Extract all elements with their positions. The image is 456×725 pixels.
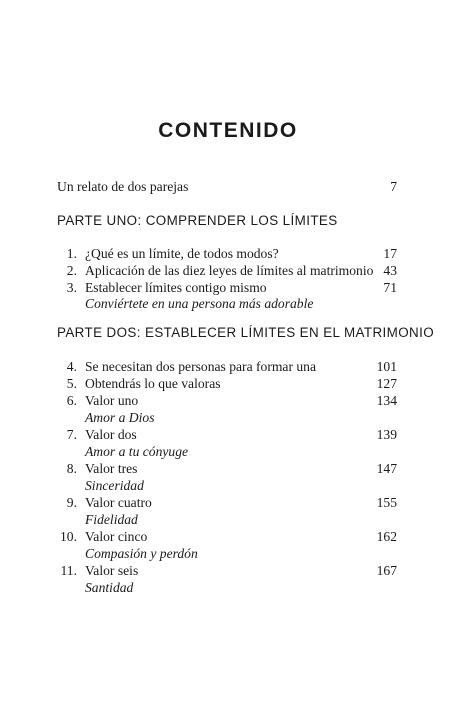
toc-entry-4: [57, 358, 397, 376]
entry-subtitle: Amor a tu cónyuge: [85, 444, 189, 459]
toc-entry-7: [57, 426, 397, 444]
entry-label: Establecer límites contigo mismo: [85, 280, 267, 295]
entry-page-number: 71: [383, 280, 397, 295]
entry-number: 8.: [66, 461, 77, 476]
entry-number: 2.: [66, 263, 77, 278]
entry-number: 1.: [66, 246, 77, 261]
toc-entry-9: [57, 494, 397, 512]
entry-page-number: 147: [376, 461, 397, 476]
entry-page-number: 17: [383, 246, 397, 261]
entry-number: 6.: [66, 393, 77, 408]
toc-entry-6: [57, 392, 397, 410]
entry-page-number: 162: [376, 529, 397, 544]
part-two-heading: PARTE DOS: ESTABLECER LÍMITES EN EL MATRIMONIO: [57, 325, 435, 340]
entry-page-number: 139: [376, 427, 397, 442]
toc-entry-10: [57, 528, 397, 546]
toc-entry-5: [57, 375, 397, 393]
page-title: CONTENIDO: [158, 119, 298, 142]
entry-label: Un relato de dos parejas: [57, 179, 189, 194]
toc-entry-11: [57, 562, 397, 580]
entry-subtitle: Sinceridad: [85, 478, 144, 493]
entry-number: 10.: [60, 529, 77, 544]
entry-number: 7.: [66, 427, 77, 442]
entry-label: Obtendrás lo que valoras: [85, 376, 221, 391]
entry-label: Aplicación de las diez leyes de límites al matrimonio: [85, 263, 374, 278]
entry-subtitle: Fidelidad: [85, 512, 138, 527]
entry-label: ¿Qué es un límite, de todos modos?: [85, 246, 279, 261]
entry-number: 11.: [60, 563, 77, 578]
entry-page-number: 7: [390, 179, 397, 194]
part-one-heading: PARTE UNO: COMPRENDER LOS LÍMITES: [57, 213, 338, 228]
entry-page-number: 134: [376, 393, 397, 408]
entry-page-number: 101: [376, 359, 397, 374]
entry-page-number: 127: [376, 376, 397, 391]
entry-page-number: 167: [376, 563, 397, 578]
entry-number: 4.: [66, 359, 77, 374]
toc-entry-1: [57, 245, 397, 263]
entry-page-number: 43: [383, 263, 397, 278]
entry-number: 9.: [66, 495, 77, 510]
toc-entry-intro: [57, 178, 397, 196]
entry-label: Valor dos: [85, 427, 137, 442]
entry-number: 5.: [66, 376, 77, 391]
entry-label: Valor cinco: [85, 529, 148, 544]
entry-label: Valor cuatro: [85, 495, 152, 510]
entry-label: Se necesitan dos personas para formar una: [85, 359, 317, 374]
entry-subtitle: Santidad: [85, 580, 134, 595]
toc-entry-8: [57, 460, 397, 478]
entry-page-number: 155: [376, 495, 397, 510]
entry-subtitle: Conviértete en una persona más adorable: [85, 296, 314, 311]
entry-subtitle: Compasión y perdón: [85, 546, 198, 561]
entry-number: 3.: [66, 280, 77, 295]
entry-subtitle: Amor a Dios: [85, 410, 155, 425]
entry-label: Valor seis: [85, 563, 139, 578]
entry-label: Valor tres: [85, 461, 138, 476]
toc-entry-2: [57, 262, 397, 280]
entry-label: Valor uno: [85, 393, 139, 408]
